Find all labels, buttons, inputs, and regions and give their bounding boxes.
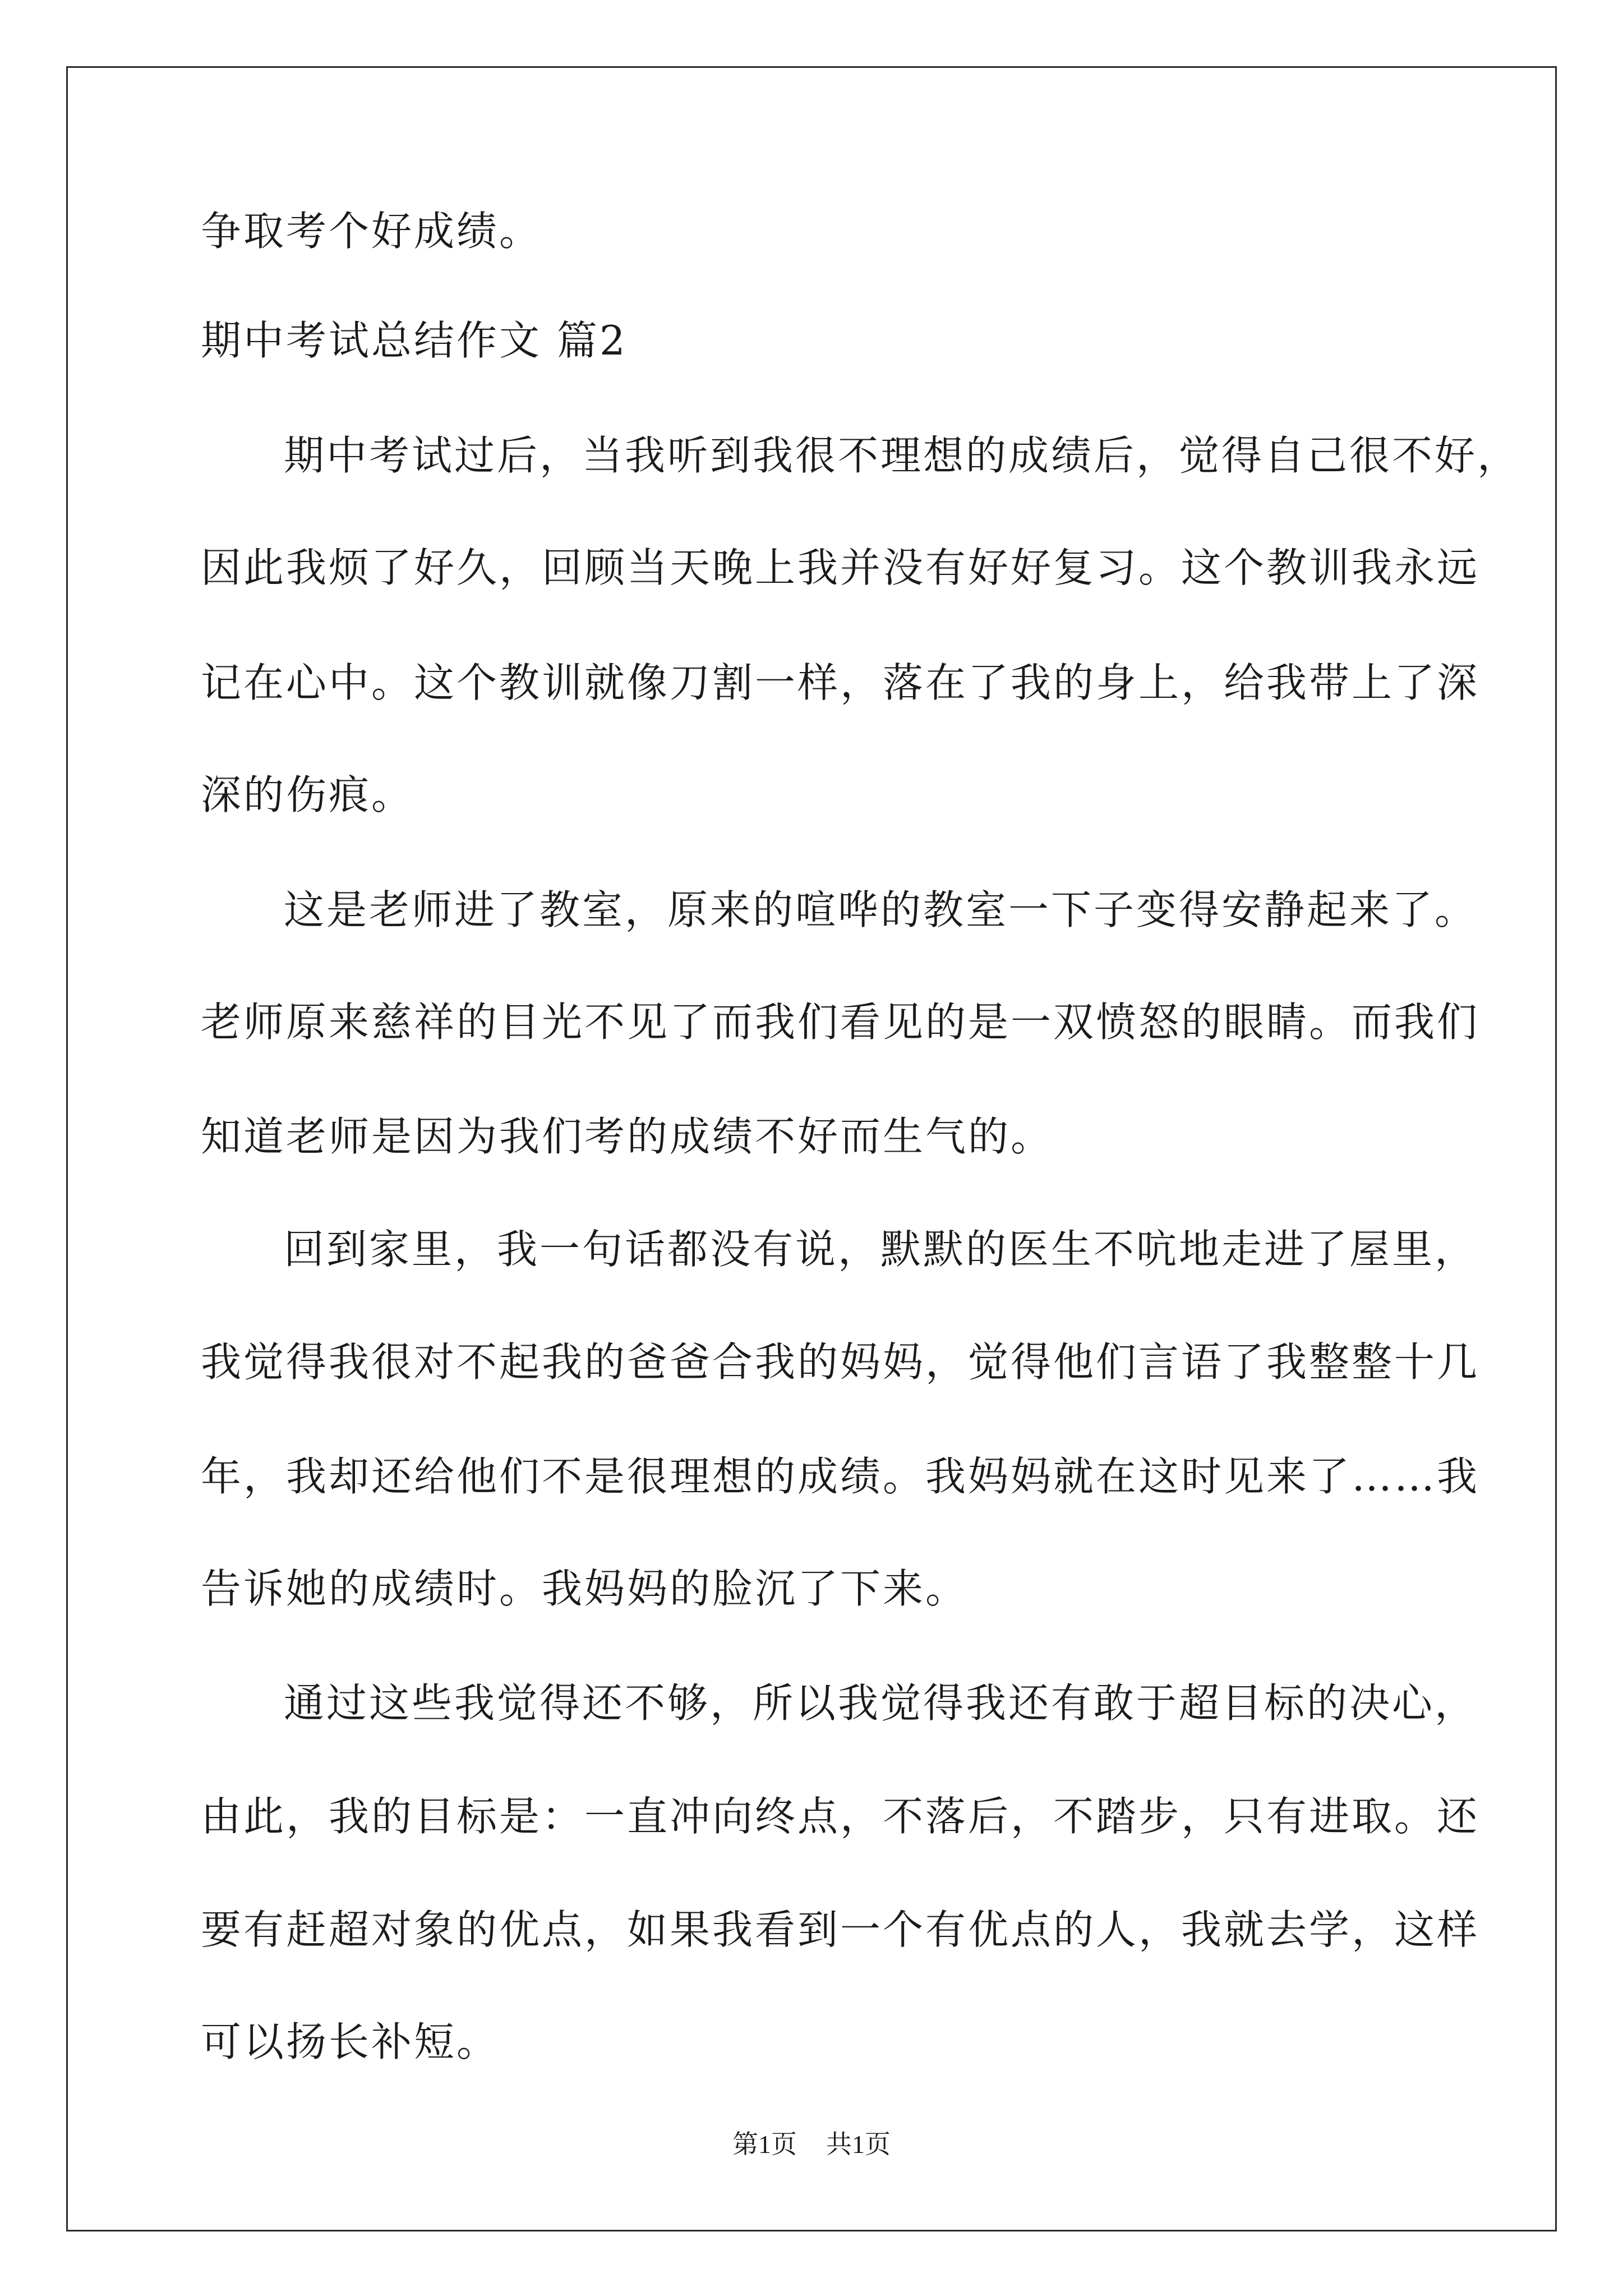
section-heading: 期中考试总结作文 篇2 bbox=[201, 317, 628, 364]
text-line: 深的伤痕。 bbox=[201, 771, 414, 818]
text-line: 可以扬长补短。 bbox=[201, 2018, 500, 2065]
text-line: 要有赶超对象的优点，如果我看到一个有优点的人，我就去学，这样 bbox=[201, 1906, 1480, 1953]
text-line: 因此我烦了好久，回顾当天晚上我并没有好好复习。这个教训我永远 bbox=[201, 544, 1480, 591]
page-footer bbox=[0, 2132, 1623, 2157]
text-line: 年，我却还给他们不是很理想的成绩。我妈妈就在这时见来了……我 bbox=[201, 1453, 1480, 1500]
text-line: 告诉她的成绩时。我妈妈的脸沉了下来。 bbox=[201, 1565, 969, 1612]
page-number: 第1页 bbox=[732, 2130, 797, 2159]
text-line: 我觉得我很对不起我的爸爸合我的妈妈，觉得他们言语了我整整十几 bbox=[201, 1338, 1480, 1386]
text-line: 由此，我的目标是：一直冲向终点，不落后，不踏步，只有进取。还 bbox=[201, 1793, 1480, 1840]
text-line: 这是老师进了教室，原来的喧哗的教室一下子变得安静起来了。 bbox=[284, 886, 1478, 933]
text-line: 记在心中。这个教训就像刀割一样，落在了我的身上，给我带上了深 bbox=[201, 659, 1480, 706]
text-line: 通过这些我觉得还不够，所以我觉得我还有敢于超目标的决心， bbox=[284, 1680, 1478, 1727]
text-line: 期中考试过后，当我听到我很不理想的成绩后，觉得自己很不好， bbox=[284, 432, 1520, 479]
text-line: 知道老师是因为我们考的成绩不好而生气的。 bbox=[201, 1113, 1054, 1160]
page-total: 共1页 bbox=[826, 2130, 891, 2159]
text-line: 老师原来慈祥的目光不见了而我们看见的是一双愤怒的眼睛。而我们 bbox=[201, 999, 1480, 1046]
text-line: 争取考个好成绩。 bbox=[201, 208, 542, 255]
text-line: 回到家里，我一句话都没有说，默默的医生不吭地走进了屋里， bbox=[284, 1226, 1478, 1273]
